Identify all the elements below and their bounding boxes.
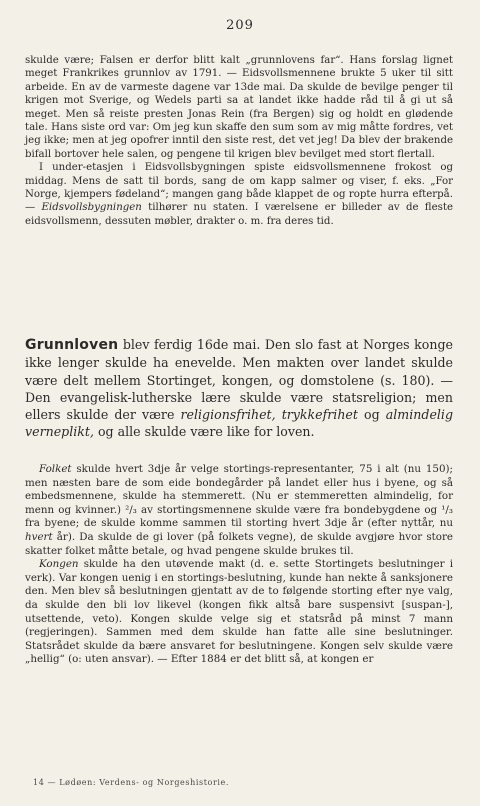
paragraph-text: skulde hvert 3dje år velge stortings-representanter, 75 i alt (nu 150); men næsten bare de som eide bondegårder på landet eller hus i byene, og så embedsmennene, skulde ha stemmerett. (Nu er stemmeretten almindelig, for menn og kvinner.) ²/₃ av stortingsmennene skulde være fra bondebygdene og ¹/₃ fra byene; de skulde komme sammen til storting hvert 3dje år (efter nyttår, nu <box>25 463 453 530</box>
paragraph-text: skulde ha den utøvende makt (d. e. sette Stortingets beslutninger i verk). Var kongen uenig i en stortings-beslutning, kunde han nekte å sanksjonere den. Men blev så beslutningen gjentatt av de to følgende storting efter nye valg, da skulde den bli lov likevel (kongen fikk altså bare suspensivt [suspan-], utsettende, veto). Kongen skulde velge sig et statsråd på minst 7 mann (regjeringen). Sammen med dem skulde han fatte alle sine beslutninger. Statsrådet skulde da bære ansvaret for beslutningene. Kongen selv skulde være „hellig“ (o: uten ansvar). — Efter 1884 er det blitt så, at kongen er <box>25 558 453 666</box>
emphasis-folket: Folket <box>39 463 72 475</box>
paragraph-kongen <box>25 558 453 667</box>
emphasis-hvert: hvert <box>25 530 53 543</box>
paragraph-eidsvoll-building <box>25 161 453 228</box>
paragraph-text: I under-etasjen i Eidsvollsbygningen spiste eidsvollsmennene frokost og middag. Mens de satt til bords, sang de om kapp salmer og viser, f. eks. „For Norge, kjempers fødeland“; mangen gang både klappet de og ropte hurra efterpå. — <box>25 162 453 214</box>
page-number: 209 <box>226 18 254 33</box>
lower-text-block <box>25 463 453 667</box>
paragraph-text: blev ferdig 16de mai. Den slo fast at Norges konge ikke lenger skulde ha enevelde. Men makten over landet skulde være delt mellem Stortinget, kongen, og domstolene (s. 180). — Den evangelisk-lutherske lære skulde være statsreligion; men ellers skulde der være <box>25 337 453 423</box>
paragraph-folket <box>25 463 453 558</box>
paragraph-constitution <box>25 336 453 441</box>
emphasis-conscription: almindelig verneplikt, <box>25 407 454 440</box>
paragraph-eidsvoll-work: skulde være; Falsen er derfor blitt kalt „grunnlovens far“. Hans forslag lignet meget Frankrikes grunnlov av 1791. — Eidsvollsmennene brukte 5 uker til sitt arbeide. En av de varmeste dagene var 13de mai. Da skulde de bevilge penger til krigen mot Sverige, og Wedels parti sa at landet ikke hadde råd til å gi ut så meget. Men så reiste presten Jonas Rein (fra Bergen) sig og holdt en glødende tale. Hans siste ord var: Om jeg kun skaffe den sum som av mig måtte fordres, vet jeg ikke; men at jeg opofrer inntil den siste rest, det vet jeg! Da blev der brakende bifall bortover hele salen, og pengene til krigen blev bevilget med stort flertall. <box>25 55 453 160</box>
emphasis-freedoms: religionsfrihet, trykkefrihet <box>180 407 358 423</box>
constitution-section <box>25 336 453 441</box>
top-text-block <box>25 54 453 228</box>
paragraph-text: og <box>357 407 386 423</box>
paragraph-text: år). Da skulde de gi lover (på folkets vegne), de skulde avgjøre hvor store skatter folket måtte betale, og hvad pengene skulde brukes til. <box>25 530 453 557</box>
emphasis-kongen: Kongen <box>39 558 79 571</box>
page-footer: 14 — Lødøen: Verdens- og Norgeshistorie. <box>33 778 230 787</box>
section-heading-grunnloven: Grunnloven <box>25 337 119 353</box>
paragraph-text: og alle skulde være like for loven. <box>93 424 315 440</box>
emphasis-eidsvollsbygningen: Eidsvollsbygningen <box>41 202 142 214</box>
paragraph-text: tilhører nu staten. I værelsene er billeder av de fleste eidsvollsmenn, dessuten møbler, drakter o. m. fra deres tid. <box>25 202 453 227</box>
